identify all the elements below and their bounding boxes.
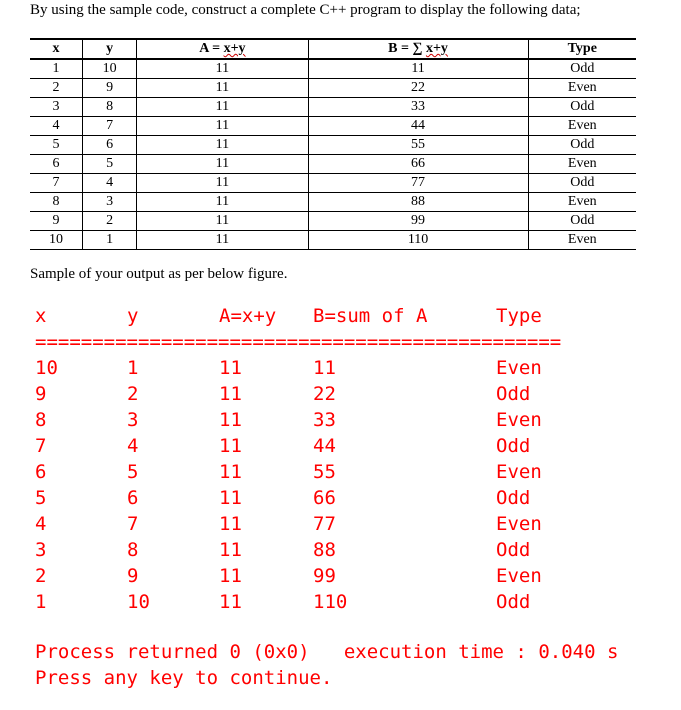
table-cell: Odd [528,212,636,231]
console-row-col: 3 [127,409,139,431]
console-row-col: 44 [313,435,336,457]
table-cell: Odd [528,98,636,117]
table-row [30,98,636,117]
console-header-col: B=sum of A [313,305,428,327]
table-cell: 4 [82,174,136,193]
console-row-col: 22 [313,383,336,405]
console-row-col: 3 [35,539,47,561]
table-row [30,59,636,79]
table-cell: Even [528,193,636,212]
table-cell: Even [528,231,636,250]
table-cell: 11 [137,212,308,231]
header-b-label: B = ∑ [388,41,426,56]
console-row-col: 11 [219,487,242,509]
table-cell: 3 [82,193,136,212]
console-row-col: 1 [35,591,47,613]
table-cell: 1 [30,59,82,79]
table-cell: 2 [30,79,82,98]
console-row-col: Even [496,565,542,587]
header-y: y [82,39,136,59]
table-cell: 55 [308,136,528,155]
table-row [30,79,636,98]
console-process-col: Process returned 0 (0x0) execution time : 0.040 s [35,641,619,663]
console-row-col: Even [496,357,542,379]
table-row [30,155,636,174]
console-row-col: 11 [219,565,242,587]
console-row-col: 55 [313,461,336,483]
header-a-formula: x+y [223,41,246,56]
table-cell: Odd [528,136,636,155]
console-row-col: Odd [496,539,531,561]
table-cell: Odd [528,59,636,79]
table-cell: Even [528,155,636,174]
table-header-row [30,39,636,59]
header-b-formula: x+y [425,41,448,56]
console-row-col: 8 [35,409,47,431]
console-row-col: 7 [127,513,139,535]
console-row-col: Odd [496,487,531,509]
console-row-col: 11 [219,409,242,431]
console-row-col: 6 [127,487,139,509]
table-cell: 11 [137,155,308,174]
sample-caption: Sample of your output as per below figure. [30,266,288,282]
console-row-col: 4 [127,435,139,457]
table-cell: 2 [82,212,136,231]
table-cell: 9 [82,79,136,98]
table-cell: 99 [308,212,528,231]
table-row [30,117,636,136]
table-cell: 11 [137,79,308,98]
table-row [30,174,636,193]
table-cell: 11 [137,231,308,250]
table-row [30,212,636,231]
table-cell: 4 [30,117,82,136]
console-row-col: 11 [219,461,242,483]
table-cell: 44 [308,117,528,136]
console-row-col: 2 [127,383,139,405]
console-row-col: 8 [127,539,139,561]
console-row-col: 5 [127,461,139,483]
header-a-label: A = [199,41,224,56]
table-cell: 11 [137,117,308,136]
table-cell: 11 [137,193,308,212]
console-row-col: 10 [35,357,58,379]
table-cell: 1 [82,231,136,250]
table-cell: 11 [308,59,528,79]
table-cell: 7 [82,117,136,136]
console-row-col: 9 [35,383,47,405]
question-text: By using the sample code, construct a complete C++ program to display the following data; [30,2,581,18]
table-cell: 66 [308,155,528,174]
console-row-col: 77 [313,513,336,535]
table-cell: 5 [82,155,136,174]
table-cell: 22 [308,79,528,98]
header-a [137,39,308,59]
table-cell: 5 [30,136,82,155]
console-row-col: Even [496,409,542,431]
table-cell: 110 [308,231,528,250]
console-row-col: 2 [35,565,47,587]
console-row-col: 4 [35,513,47,535]
console-row-col: 1 [127,357,139,379]
console-row-col: 11 [219,513,242,535]
console-press-col: Press any key to continue. [35,667,333,689]
console-row-col: 11 [219,383,242,405]
console-row-col: Odd [496,383,531,405]
console-row-col: 88 [313,539,336,561]
console-row-col: Even [496,513,542,535]
table-cell: 88 [308,193,528,212]
table-cell: 11 [137,98,308,117]
console-row-col: 66 [313,487,336,509]
table-cell: Even [528,79,636,98]
table-cell: 3 [30,98,82,117]
console-header-col: x [35,305,47,327]
console-row-col: 99 [313,565,336,587]
table-cell: 10 [30,231,82,250]
console-row-col: Even [496,461,542,483]
console-row-col: 10 [127,591,150,613]
console-row-col: 33 [313,409,336,431]
header-type: Type [528,39,636,59]
console-header-col: y [127,305,139,327]
table-cell: Even [528,117,636,136]
table-row [30,193,636,212]
table-cell: Odd [528,174,636,193]
table-cell: 8 [30,193,82,212]
table-cell: 77 [308,174,528,193]
table-cell: 11 [137,59,308,79]
console-header-col: Type [496,305,542,327]
console-row-col: Odd [496,435,531,457]
console-row-col: 6 [35,461,47,483]
table-cell: 6 [30,155,82,174]
table-cell: 7 [30,174,82,193]
table-cell: 6 [82,136,136,155]
table-row [30,136,636,155]
console-row-col: 11 [219,539,242,561]
table-row [30,231,636,250]
table-cell: 9 [30,212,82,231]
table-cell: 11 [137,174,308,193]
data-table [30,38,636,250]
console-row-col: 11 [219,591,242,613]
console-row-col: 11 [219,357,242,379]
console-row-col: 7 [35,435,47,457]
console-row-col: 5 [35,487,47,509]
header-b [308,39,528,59]
console-row-col: 11 [313,357,336,379]
table-cell: 33 [308,98,528,117]
header-x: x [30,39,82,59]
console-header-col: A=x+y [219,305,277,327]
table-cell: 10 [82,59,136,79]
console-row-col: Odd [496,591,531,613]
console-row-col: 110 [313,591,348,613]
console-row-col: 9 [127,565,139,587]
table-cell: 8 [82,98,136,117]
table-cell: 11 [137,136,308,155]
console-row-col: 11 [219,435,242,457]
console-separator-col: ============================================== [35,331,562,353]
